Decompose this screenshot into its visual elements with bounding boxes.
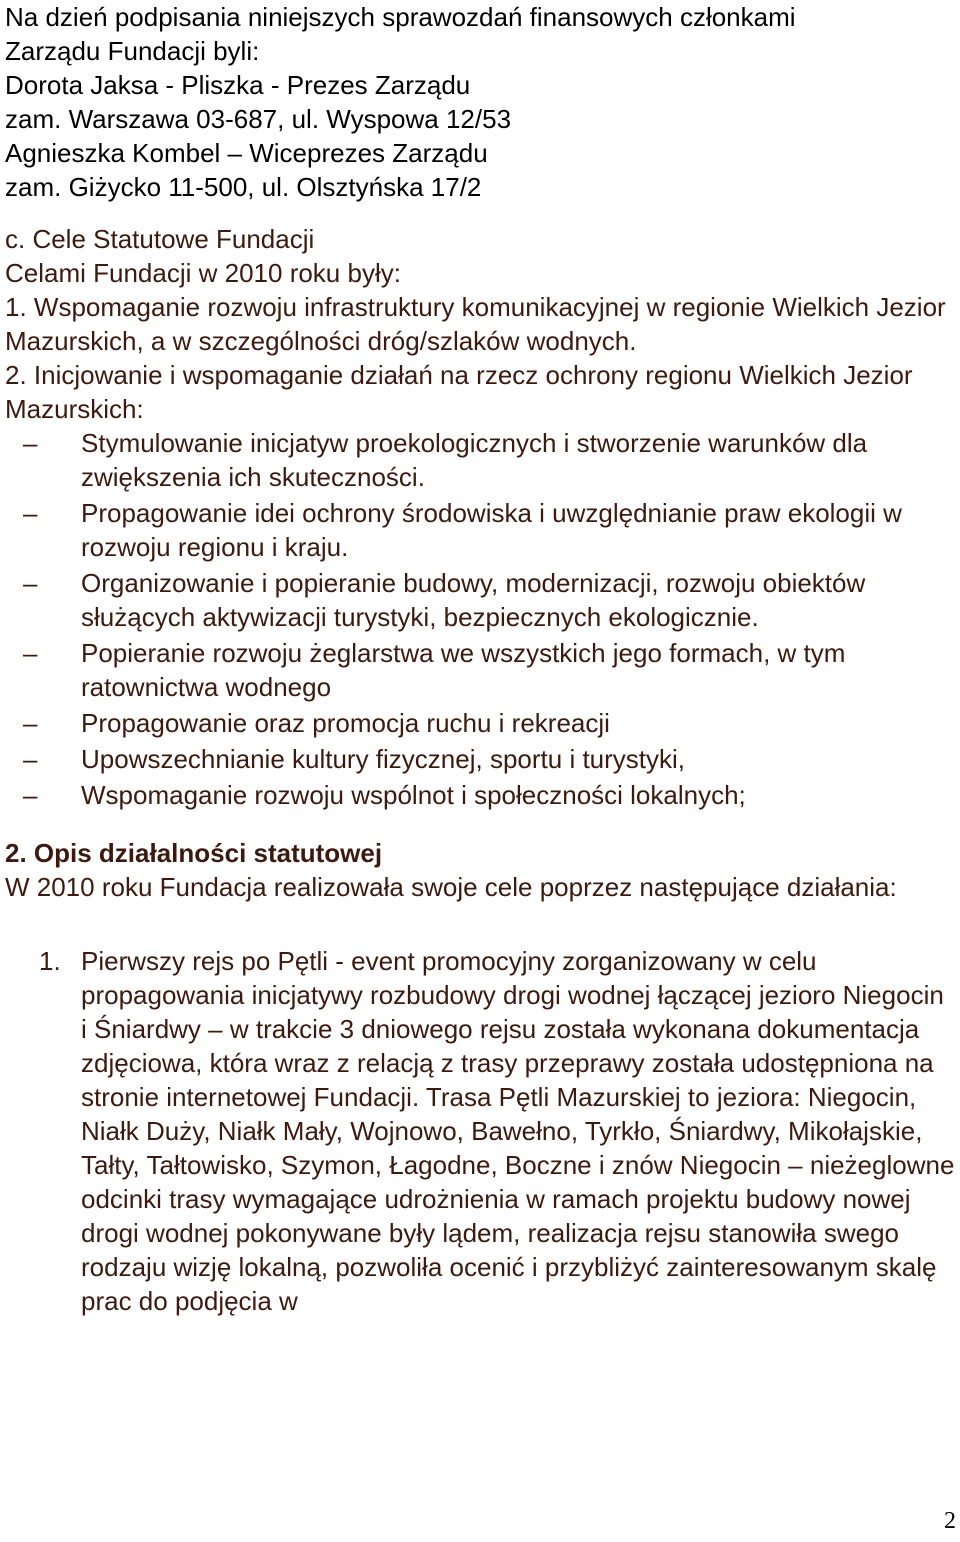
list-item [5,944,955,1318]
list-item [5,706,955,740]
list-item-text: Upowszechnianie kultury fizycznej, sportu i turystyki, [81,744,686,774]
activities-intro: W 2010 roku Fundacja realizowała swoje cele poprzez następujące działania: [5,872,897,902]
list-item-text: Organizowanie i popieranie budowy, modernizacji, rozwoju obiektów służących aktywizacji turystyki, bezpiecznych ekologicznie. [81,568,866,632]
board-line-6: zam. Giżycko 11-500, ul. Olsztyńska 17/2 [5,172,482,202]
list-item-text: Propagowanie oraz promocja ruchu i rekreacji [81,708,610,738]
activities-list [5,944,955,1318]
board-line-5: Agnieszka Kombel – Wiceprezes Zarządu [5,138,488,168]
goal-1: 1. Wspomaganie rozwoju infrastruktury komunikacyjnej w regionie Wielkich Jezior Mazurskich, a w szczególności dróg/szlaków wodnych. [5,292,946,356]
document-page [5,0,955,1318]
board-line-1: Na dzień podpisania niniejszych sprawozdań finansowych członkami [5,2,796,32]
list-item-text: Popieranie rozwoju żeglarstwa we wszystkich jego formach, w tym ratownictwa wodnego [81,638,846,702]
page-number: 2 [944,1508,956,1534]
spacer [5,904,955,944]
dash-bullet: – [23,638,38,668]
board-line-4: zam. Warszawa 03-687, ul. Wyspowa 12/53 [5,104,512,134]
dash-bullet: – [23,428,38,458]
list-item [5,496,955,564]
activities-heading: 2. Opis działalności statutowej [5,838,383,868]
list-item [5,426,955,494]
goals-heading: c. Cele Statutowe Fundacji [5,224,315,254]
list-item-text: Wspomaganie rozwoju wspólnot i społeczności lokalnych; [81,780,746,810]
board-line-2: Zarządu Fundacji byli: [5,36,260,66]
list-item-text: Stymulowanie inicjatyw proekologicznych i stworzenie warunków dla zwiększenia ich skuteczności. [81,428,868,492]
dash-bullet: – [23,744,38,774]
spacer [5,814,955,836]
dash-bullet: – [23,498,38,528]
dash-bullet: – [23,708,38,738]
statutory-goals-section [5,222,955,812]
board-line-3: Dorota Jaksa - Pliszka - Prezes Zarządu [5,70,471,100]
list-item [5,566,955,634]
dash-bullet: – [23,568,38,598]
dash-bullet: – [23,780,38,810]
list-item-number: 1. [39,946,61,976]
goal-2: 2. Inicjowanie i wspomaganie działań na rzecz ochrony regionu Wielkich Jezior Mazurskich: [5,360,913,424]
list-item [5,742,955,776]
list-item-text: Pierwszy rejs po Pętli - event promocyjny zorganizowany w celu propagowania inicjatywy rozbudowy drogi wodnej łączącej jezioro Niegocin i Śniardwy – w trakcie 3 dniowego rejsu została wykonana dokumentacja zdjęciowa, która wraz z relacją z trasy przeprawy została udostępniona na stronie internetowej Fundacji. Trasa Pętli Mazurskiej to jeziora: Niegocin, Niałk Duży, Niałk Mały, Wojnowo, Bawełno, Tyrkło, Śniardwy, Mikołajskie, Tałty, Tałtowisko, Szymon, Łagodne, Boczne i znów Niegocin – nieżeglowne odcinki trasy wymagające udrożnienia w ramach projektu budowy nowej drogi wodnej pokonywane były lądem, realizacja rejsu stanowiła swego rodzaju wizję lokalną, pozwoliła ocenić i przybliżyć zainteresowanym skalę prac do podjęcia w [81,946,955,1316]
activities-section [5,836,955,1318]
goals-intro: Celami Fundacji w 2010 roku były: [5,258,401,288]
spacer [5,204,955,222]
board-members-section [5,0,955,204]
list-item [5,778,955,812]
goal-2-list [5,426,955,812]
list-item-text: Propagowanie idei ochrony środowiska i uwzględnianie praw ekologii w rozwoju regionu i kraju. [81,498,902,562]
list-item [5,636,955,704]
